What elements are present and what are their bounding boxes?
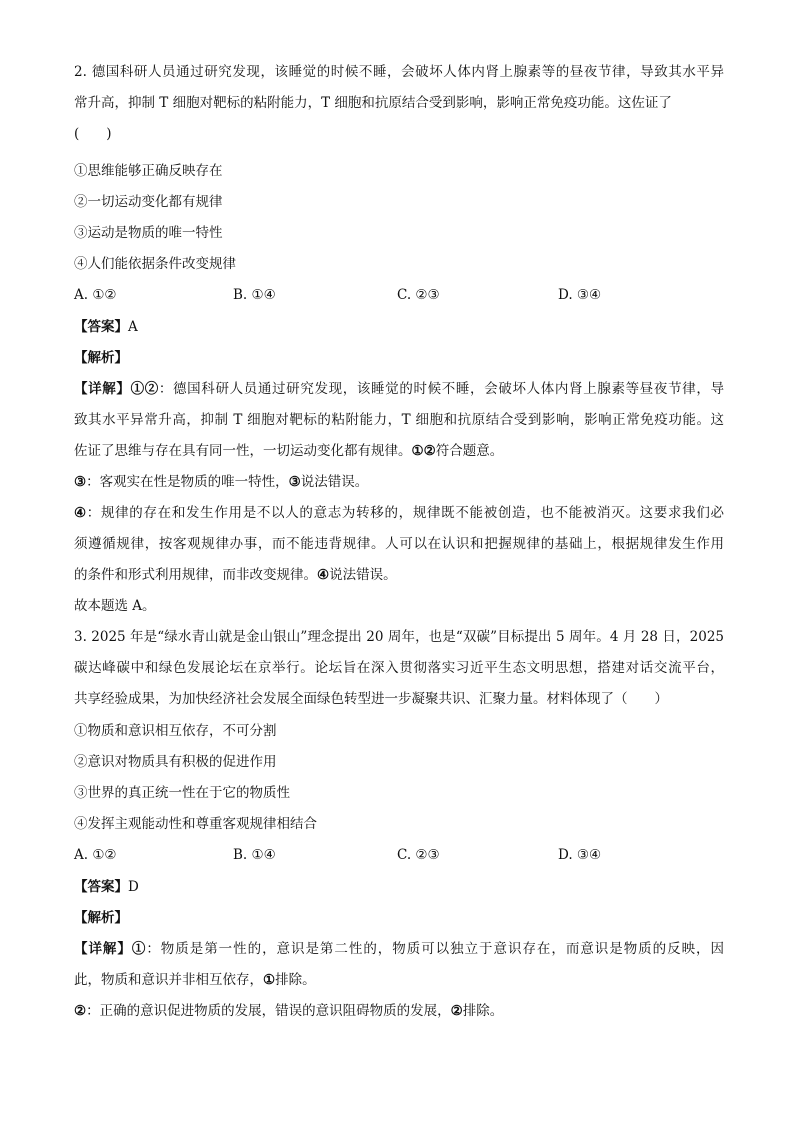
q3-option-c: C. ②③ bbox=[397, 847, 440, 863]
q2-p4-text-3: 的条件和形式利用规律，而非改变规律。 bbox=[74, 567, 317, 583]
q2-p4-tail: 说法错误。 bbox=[329, 567, 397, 583]
q3-p2-mid: ② bbox=[450, 1003, 463, 1019]
q3-item-4: ④发挥主观能动性和尊重客观规律相结合 bbox=[74, 816, 317, 832]
q2-answer bbox=[74, 317, 724, 337]
q2-analysis-label bbox=[74, 348, 724, 368]
q2-p3-lead: ③ bbox=[74, 474, 87, 490]
q3-detail-lead: ① bbox=[131, 941, 147, 957]
q2-p4-text-1: ：规律的存在和发生作用是不以人的意志为转移的，规律既不能被创造，也不能被消灭。这要求我们必 bbox=[86, 505, 724, 521]
q3-detail-line-1 bbox=[74, 939, 724, 959]
q3-option-b: B. ①④ bbox=[233, 847, 276, 863]
q2-stem-line-2: 常升高，抑制 T 细胞对靶标的粘附能力，T 细胞和抗原结合受到影响，影响正常免疫功能。这佐证了 bbox=[74, 95, 672, 111]
q2-item-2: ②一切运动变化都有规律 bbox=[74, 194, 223, 210]
q3-detail-tail: 排除。 bbox=[275, 972, 316, 988]
q3-item-3: ③世界的真正统一性在于它的物质性 bbox=[74, 785, 290, 801]
q2-para-3 bbox=[74, 472, 724, 492]
q2-p3-text: ：客观实在性是物质的唯一特性， bbox=[86, 474, 289, 490]
q3-stem-line-1: 3. 2025 年是“绿水青山就是金山银山”理念提出 20 周年，也是“双碳”目标提出 5 周年。4 月 28 日，2025 bbox=[74, 629, 724, 645]
q2-p4-tail-bold: ④ bbox=[317, 567, 330, 583]
q2-stem-line-3: ( ) bbox=[74, 126, 112, 142]
q3-answer-label: 【答案】 bbox=[74, 879, 128, 895]
q3-options bbox=[74, 845, 724, 865]
q3-analysis-label-text: 【解析】 bbox=[74, 910, 128, 926]
q2-analysis-label-text: 【解析】 bbox=[74, 350, 128, 366]
q3-stem-line-3: 共享经验成果，为加快经济社会发展全面绿色转型进一步凝聚共识、汇聚力量。材料体现了（ ） bbox=[74, 691, 668, 707]
q2-option-a: A. ①② bbox=[74, 287, 117, 303]
q3-answer-value: D bbox=[128, 879, 139, 895]
q2-option-d: D. ③④ bbox=[558, 287, 602, 303]
q3-detail-line-2 bbox=[74, 970, 724, 990]
q2-answer-value: A bbox=[128, 319, 138, 335]
q2-p3-tail: 说法错误。 bbox=[300, 474, 369, 490]
q3-item-1: ①物质和意识相互依存，不可分割 bbox=[74, 723, 277, 739]
q2-detail-line-1 bbox=[74, 379, 724, 399]
q2-options bbox=[74, 285, 724, 305]
q2-detail-tail-bold: ①② bbox=[411, 443, 436, 459]
q3-detail-tail-bold: ① bbox=[263, 972, 276, 988]
q3-analysis-label bbox=[74, 908, 724, 928]
q2-para-4-line-1 bbox=[74, 503, 724, 523]
q2-p4-lead: ④ bbox=[74, 505, 87, 521]
q2-answer-label: 【答案】 bbox=[74, 319, 128, 335]
q3-option-a: A. ①② bbox=[74, 847, 117, 863]
q2-stem-line-1: 2. 德国科研人员通过研究发现，该睡觉的时候不睡，会破坏人体内肾上腺素等的昼夜节律，导致其水平异 bbox=[74, 64, 724, 80]
q2-detail-line-3 bbox=[74, 441, 724, 461]
q2-para-4-line-3 bbox=[74, 565, 724, 585]
q3-detail-text-2: 此，物质和意识并非相互依存， bbox=[74, 972, 263, 988]
q2-p3-mid: ③ bbox=[288, 474, 301, 490]
q2-para-4-line-2: 须遵循规律，按客观规律办事，而不能违背规律。人可以在认识和把握规律的基础上，根据规律发生作用 bbox=[74, 536, 724, 552]
q2-detail-label: 【详解】 bbox=[74, 381, 131, 397]
q2-detail-text-3: 佐证了思维与存在具有同一性，一切运动变化都有规律。 bbox=[74, 443, 412, 459]
q3-para-2 bbox=[74, 1001, 724, 1021]
q3-item-2: ②意识对物质具有积极的促进作用 bbox=[74, 754, 277, 770]
q3-detail-label: 【详解】 bbox=[74, 941, 132, 957]
q3-detail-text-1: ：物质是第一性的，意识是第二性的，物质可以独立于意识存在，而意识是物质的反映，因 bbox=[146, 941, 725, 957]
q2-item-1: ①思维能够正确反映存在 bbox=[74, 163, 223, 179]
q2-detail-tail: 符合题意。 bbox=[435, 443, 504, 459]
q3-stem-line-2: 碳达峰碳中和绿色发展论坛在京举行。论坛旨在深入贯彻落实习近平生态文明思想，搭建对话交流平台， bbox=[74, 660, 724, 676]
q2-item-4: ④人们能依据条件改变规律 bbox=[74, 256, 236, 272]
q2-detail-lead: ①② bbox=[130, 381, 159, 397]
q3-p2-tail: 排除。 bbox=[462, 1003, 504, 1019]
q2-item-3: ③运动是物质的唯一特性 bbox=[74, 225, 223, 241]
q2-option-c: C. ②③ bbox=[397, 287, 440, 303]
q2-option-b: B. ①④ bbox=[233, 287, 276, 303]
q2-detail-text-1: ：德国科研人员通过研究发现，该睡觉的时候不睡，会破坏人体内肾上腺素等昼夜节律，导 bbox=[158, 381, 725, 397]
q2-conclusion: 故本题选 A。 bbox=[74, 598, 156, 614]
q3-option-d: D. ③④ bbox=[558, 847, 602, 863]
q3-p2-text: ：正确的意识促进物质的发展，错误的意识阻碍物质的发展， bbox=[86, 1003, 451, 1019]
q3-answer bbox=[74, 877, 724, 897]
q2-detail-line-2: 致其水平异常升高，抑制 T 细胞对靶标的粘附能力，T 细胞和抗原结合受到影响，影响正常免疫功能。这 bbox=[74, 412, 724, 428]
q3-p2-lead: ② bbox=[74, 1003, 87, 1019]
